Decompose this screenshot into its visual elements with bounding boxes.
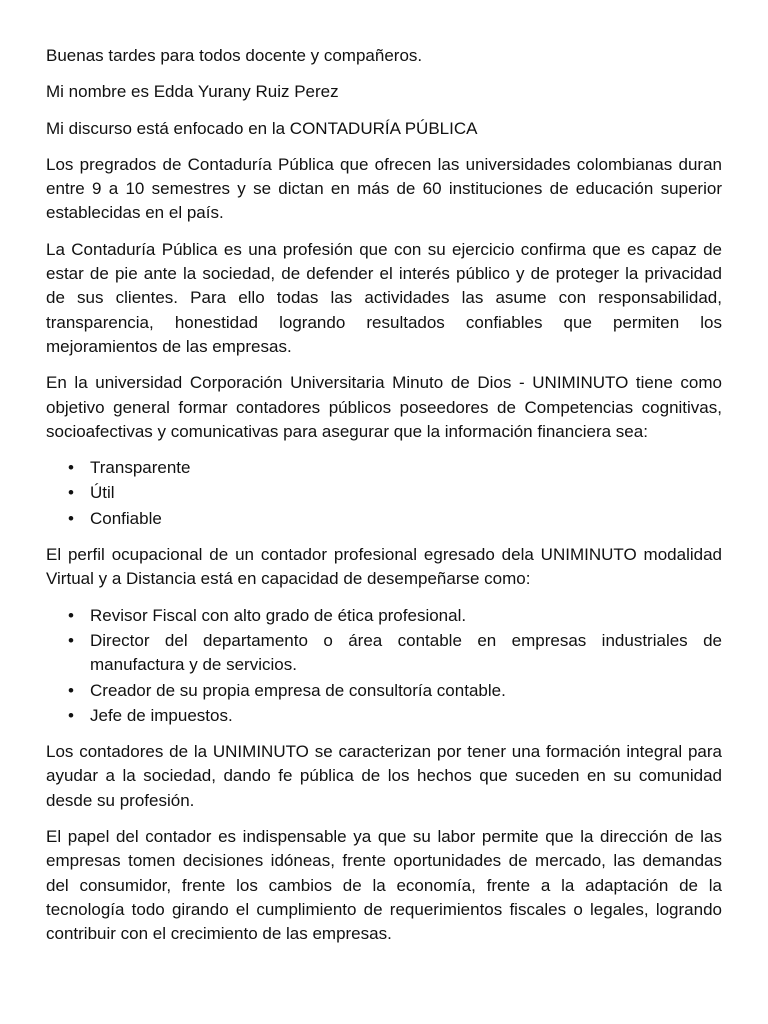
papel-paragraph: El papel del contador es indispensable ya que su labor permite que la dirección de las empresas tomen decisiones idóneas, frente oportunidades de mercado, las demandas del consumidor, frente los cambios de la economía, frente a la adaptación de la tecnología todo girando el cumplimiento de requerimientos fiscales o legales, logrando contribuir con el crecimiento de las empresas. <box>46 827 722 944</box>
formacion-paragraph: Los contadores de la UNIMINUTO se caracterizan por tener una formación integral para ayudar a la sociedad, dando fe pública de los hechos que suceden en su comunidad desde su profesión. <box>46 742 722 810</box>
focus-paragraph: Mi discurso está enfocado en la CONTADURÍA PÚBLICA <box>46 118 478 138</box>
greeting-paragraph: Buenas tardes para todos docente y compañeros. <box>46 46 423 65</box>
bullet-icon: • <box>68 630 74 650</box>
bullet-icon: • <box>68 458 74 478</box>
list-item <box>68 456 722 480</box>
list-item-text: Director del departamento o área contable en empresas industriales de manufactura y de servicios. <box>90 630 722 675</box>
objetivo-paragraph: En la universidad Corporación Universitaria Minuto de Dios - UNIMINUTO tiene como objetivo general formar contadores públicos poseedores de Competencias cognitivas, socioafectivas y comunicativas para asegurar que la información financiera sea: <box>46 373 722 441</box>
bullet-icon: • <box>68 483 74 503</box>
list-item-text: Revisor Fiscal con alto grado de ética profesional. <box>90 605 467 625</box>
list-item-text: Transparente <box>90 458 191 478</box>
perfil-list <box>46 604 722 728</box>
perfil-paragraph: El perfil ocupacional de un contador profesional egresado dela UNIMINUTO modalidad Virtual y a Distancia está en capacidad de desempeñarse como: <box>46 545 722 589</box>
bullet-icon: • <box>68 705 74 725</box>
list-item <box>68 507 722 531</box>
document-page <box>46 44 722 959</box>
list-item <box>68 481 722 505</box>
list-item <box>68 704 722 728</box>
list-item <box>68 604 722 628</box>
bullet-icon: • <box>68 680 74 700</box>
info-quality-list <box>46 456 722 531</box>
list-item-text: Confiable <box>90 508 162 528</box>
list-item <box>68 629 722 678</box>
list-item-text: Útil <box>90 483 115 503</box>
name-paragraph: Mi nombre es Edda Yurany Ruiz Perez <box>46 82 339 102</box>
bullet-icon: • <box>68 605 74 625</box>
profesion-paragraph: La Contaduría Pública es una profesión que con su ejercicio confirma que es capaz de estar de pie ante la sociedad, de defender el interés público y de proteger la privacidad de sus clientes. Para ello todas las actividades las asume con responsabilidad, transparencia, honestidad logrando resultados confiables que permiten los mejoramientos de las empresas. <box>46 239 722 356</box>
list-item-text: Jefe de impuestos. <box>90 705 233 725</box>
list-item-text: Creador de su propia empresa de consultoría contable. <box>90 680 506 700</box>
pregrados-paragraph: Los pregrados de Contaduría Pública que ofrecen las universidades colombianas duran entre 9 a 10 semestres y se dictan en más de 60 instituciones de educación superior establecidas en el país. <box>46 154 722 223</box>
list-item <box>68 679 722 703</box>
bullet-icon: • <box>68 508 74 528</box>
